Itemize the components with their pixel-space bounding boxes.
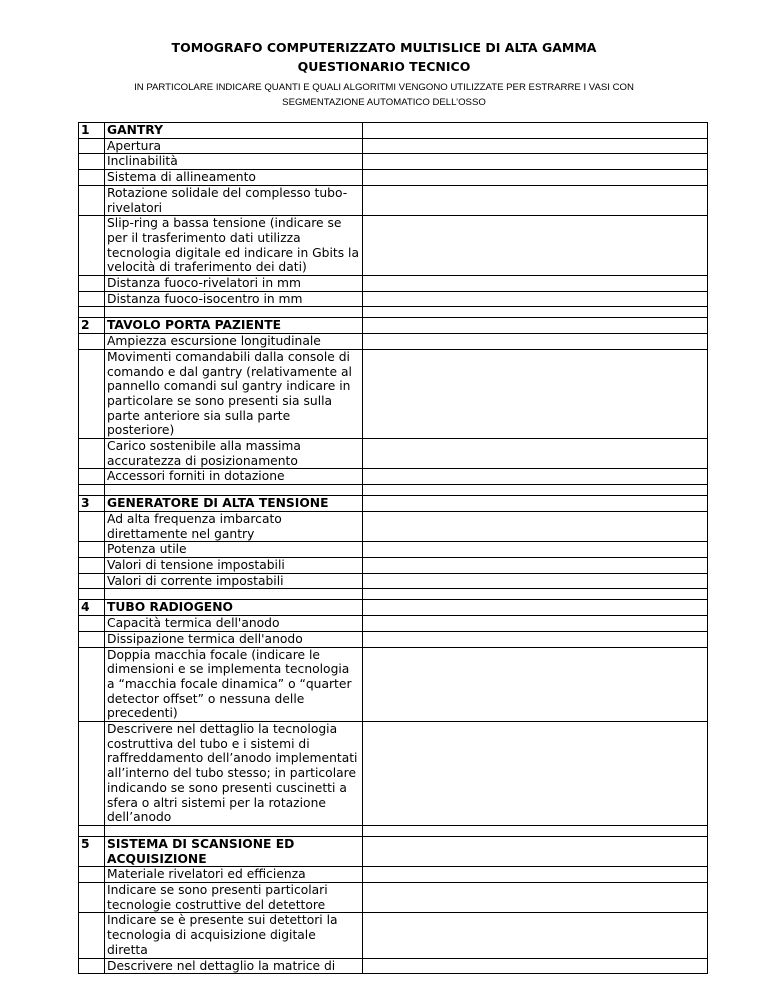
number-cell xyxy=(79,883,105,913)
number-cell xyxy=(79,216,105,276)
answer-cell[interactable] xyxy=(363,496,708,512)
section-title: GANTRY xyxy=(105,123,363,139)
question-text: Rotazione solidale del complesso tubo-rivelatori xyxy=(105,185,363,215)
number-cell xyxy=(79,185,105,215)
question-text: Descrivere nel dettaglio la matrice di xyxy=(105,958,363,974)
question-row xyxy=(79,276,708,292)
number-cell xyxy=(79,542,105,558)
question-row xyxy=(79,883,708,913)
question-row xyxy=(79,616,708,632)
questionnaire-table xyxy=(78,122,708,974)
question-text: Valori di tensione impostabili xyxy=(105,557,363,573)
question-text: Dissipazione termica dell'anodo xyxy=(105,631,363,647)
question-text: Sistema di allineamento xyxy=(105,170,363,186)
answer-cell[interactable] xyxy=(363,185,708,215)
answer-cell[interactable] xyxy=(363,883,708,913)
answer-cell[interactable] xyxy=(363,334,708,350)
document-title: TOMOGRAFO COMPUTERIZZATO MULTISLICE DI ALTA GAMMA xyxy=(171,40,597,55)
question-text: Indicare se sono presenti particolari tecnologie costruttive del detettore xyxy=(105,883,363,913)
instructions-line-2: SEGMENTAZIONE AUTOMATICO DELL’OSSO xyxy=(282,97,486,108)
section-header-row xyxy=(79,123,708,139)
spacer-row xyxy=(79,485,708,496)
answer-cell[interactable] xyxy=(363,600,708,616)
spacer-cell xyxy=(105,589,363,600)
number-cell xyxy=(79,334,105,350)
question-row xyxy=(79,291,708,307)
question-text: Ampiezza escursione longitudinale xyxy=(105,334,363,350)
question-row xyxy=(79,722,708,826)
answer-cell[interactable] xyxy=(363,722,708,826)
document-subtitle: QUESTIONARIO TECNICO xyxy=(297,59,471,74)
answer-cell[interactable] xyxy=(363,616,708,632)
question-text: Distanza fuoco-isocentro in mm xyxy=(105,291,363,307)
answer-cell[interactable] xyxy=(363,647,708,722)
section-title: GENERATORE DI ALTA TENSIONE xyxy=(105,496,363,512)
question-text: Indicare se è presente sui detettori la tecnologia di acquisizione digitale diretta xyxy=(105,913,363,958)
spacer-cell xyxy=(79,825,105,836)
question-row xyxy=(79,557,708,573)
question-row xyxy=(79,647,708,722)
section-title: SISTEMA DI SCANSIONE ED ACQUISIZIONE xyxy=(105,836,363,866)
number-cell xyxy=(79,349,105,438)
question-row xyxy=(79,542,708,558)
question-row xyxy=(79,185,708,215)
question-row xyxy=(79,958,708,974)
question-row xyxy=(79,334,708,350)
question-text: Materiale rivelatori ed efficienza xyxy=(105,867,363,883)
number-cell xyxy=(79,913,105,958)
answer-cell[interactable] xyxy=(363,913,708,958)
question-text: Potenza utile xyxy=(105,542,363,558)
spacer-cell xyxy=(79,485,105,496)
question-row xyxy=(79,511,708,541)
spacer-row xyxy=(79,825,708,836)
question-text: Movimenti comandabili dalla console di comando e dal gantry (relativamente al pannello comandi sul gantry indicare in particolare se sono presenti sia sulla parte anteriore sia sulla parte posteriore) xyxy=(105,349,363,438)
section-number: 2 xyxy=(79,318,105,334)
answer-cell[interactable] xyxy=(363,542,708,558)
answer-cell[interactable] xyxy=(363,469,708,485)
spacer-cell xyxy=(105,307,363,318)
question-text: Inclinabilità xyxy=(105,154,363,170)
answer-cell[interactable] xyxy=(363,216,708,276)
answer-cell[interactable] xyxy=(363,123,708,139)
question-text: Distanza fuoco-rivelatori in mm xyxy=(105,276,363,292)
section-header-row xyxy=(79,496,708,512)
spacer-cell xyxy=(363,485,708,496)
answer-cell[interactable] xyxy=(363,958,708,974)
section-header-row xyxy=(79,600,708,616)
section-title: TUBO RADIOGENO xyxy=(105,600,363,616)
number-cell xyxy=(79,170,105,186)
instructions-line-1: IN PARTICOLARE INDICARE QUANTI E QUALI ALGORITMI VENGONO UTILIZZATE PER ESTRARRE I VASI CON xyxy=(134,82,634,93)
answer-cell[interactable] xyxy=(363,836,708,866)
section-header-row xyxy=(79,836,708,866)
question-row xyxy=(79,216,708,276)
answer-cell[interactable] xyxy=(363,867,708,883)
number-cell xyxy=(79,469,105,485)
question-row xyxy=(79,469,708,485)
question-row xyxy=(79,867,708,883)
section-number: 4 xyxy=(79,600,105,616)
question-row xyxy=(79,439,708,469)
question-text: Descrivere nel dettaglio la tecnologia costruttiva del tubo e i sistemi di raffreddamento dell’anodo implementati all’interno del tubo stesso; in particolare indicando se sono presenti cuscinetti a sfera o altri sistemi per la rotazione dell’anodo xyxy=(105,722,363,826)
section-number: 3 xyxy=(79,496,105,512)
number-cell xyxy=(79,958,105,974)
answer-cell[interactable] xyxy=(363,318,708,334)
question-row xyxy=(79,138,708,154)
answer-cell[interactable] xyxy=(363,138,708,154)
number-cell xyxy=(79,867,105,883)
question-row xyxy=(79,154,708,170)
spacer-cell xyxy=(79,307,105,318)
question-text: Carico sostenibile alla massima accuratezza di posizionamento xyxy=(105,439,363,469)
answer-cell[interactable] xyxy=(363,439,708,469)
answer-cell[interactable] xyxy=(363,170,708,186)
number-cell xyxy=(79,573,105,589)
spacer-row xyxy=(79,307,708,318)
question-row xyxy=(79,573,708,589)
spacer-cell xyxy=(105,825,363,836)
question-text: Accessori forniti in dotazione xyxy=(105,469,363,485)
spacer-cell xyxy=(105,485,363,496)
number-cell xyxy=(79,557,105,573)
question-row xyxy=(79,913,708,958)
answer-cell[interactable] xyxy=(363,349,708,438)
section-title: TAVOLO PORTA PAZIENTE xyxy=(105,318,363,334)
number-cell xyxy=(79,647,105,722)
number-cell xyxy=(79,616,105,632)
question-text: Capacità termica dell'anodo xyxy=(105,616,363,632)
question-row xyxy=(79,170,708,186)
answer-cell[interactable] xyxy=(363,154,708,170)
question-text: Valori di corrente impostabili xyxy=(105,573,363,589)
answer-cell[interactable] xyxy=(363,511,708,541)
number-cell xyxy=(79,276,105,292)
question-row xyxy=(79,349,708,438)
number-cell xyxy=(79,511,105,541)
question-text: Ad alta frequenza imbarcato direttamente nel gantry xyxy=(105,511,363,541)
question-text: Doppia macchia focale (indicare le dimensioni e se implementa tecnologia a “macchia focale dinamica” o “quarter detector offset” o nessuna delle precedenti) xyxy=(105,647,363,722)
spacer-cell xyxy=(363,589,708,600)
question-row xyxy=(79,631,708,647)
spacer-row xyxy=(79,589,708,600)
spacer-cell xyxy=(79,589,105,600)
answer-cell[interactable] xyxy=(363,557,708,573)
section-header-row xyxy=(79,318,708,334)
section-number: 5 xyxy=(79,836,105,866)
number-cell xyxy=(79,631,105,647)
number-cell xyxy=(79,722,105,826)
answer-cell[interactable] xyxy=(363,631,708,647)
spacer-cell xyxy=(363,825,708,836)
number-cell xyxy=(79,291,105,307)
section-number: 1 xyxy=(79,123,105,139)
question-text: Apertura xyxy=(105,138,363,154)
spacer-cell xyxy=(363,307,708,318)
answer-cell[interactable] xyxy=(363,291,708,307)
number-cell xyxy=(79,154,105,170)
answer-cell[interactable] xyxy=(363,276,708,292)
answer-cell[interactable] xyxy=(363,573,708,589)
question-text: Slip-ring a bassa tensione (indicare se per il trasferimento dati utilizza tecnologia digitale ed indicare in Gbits la velocità di traferimento dei dati) xyxy=(105,216,363,276)
number-cell xyxy=(79,138,105,154)
number-cell xyxy=(79,439,105,469)
